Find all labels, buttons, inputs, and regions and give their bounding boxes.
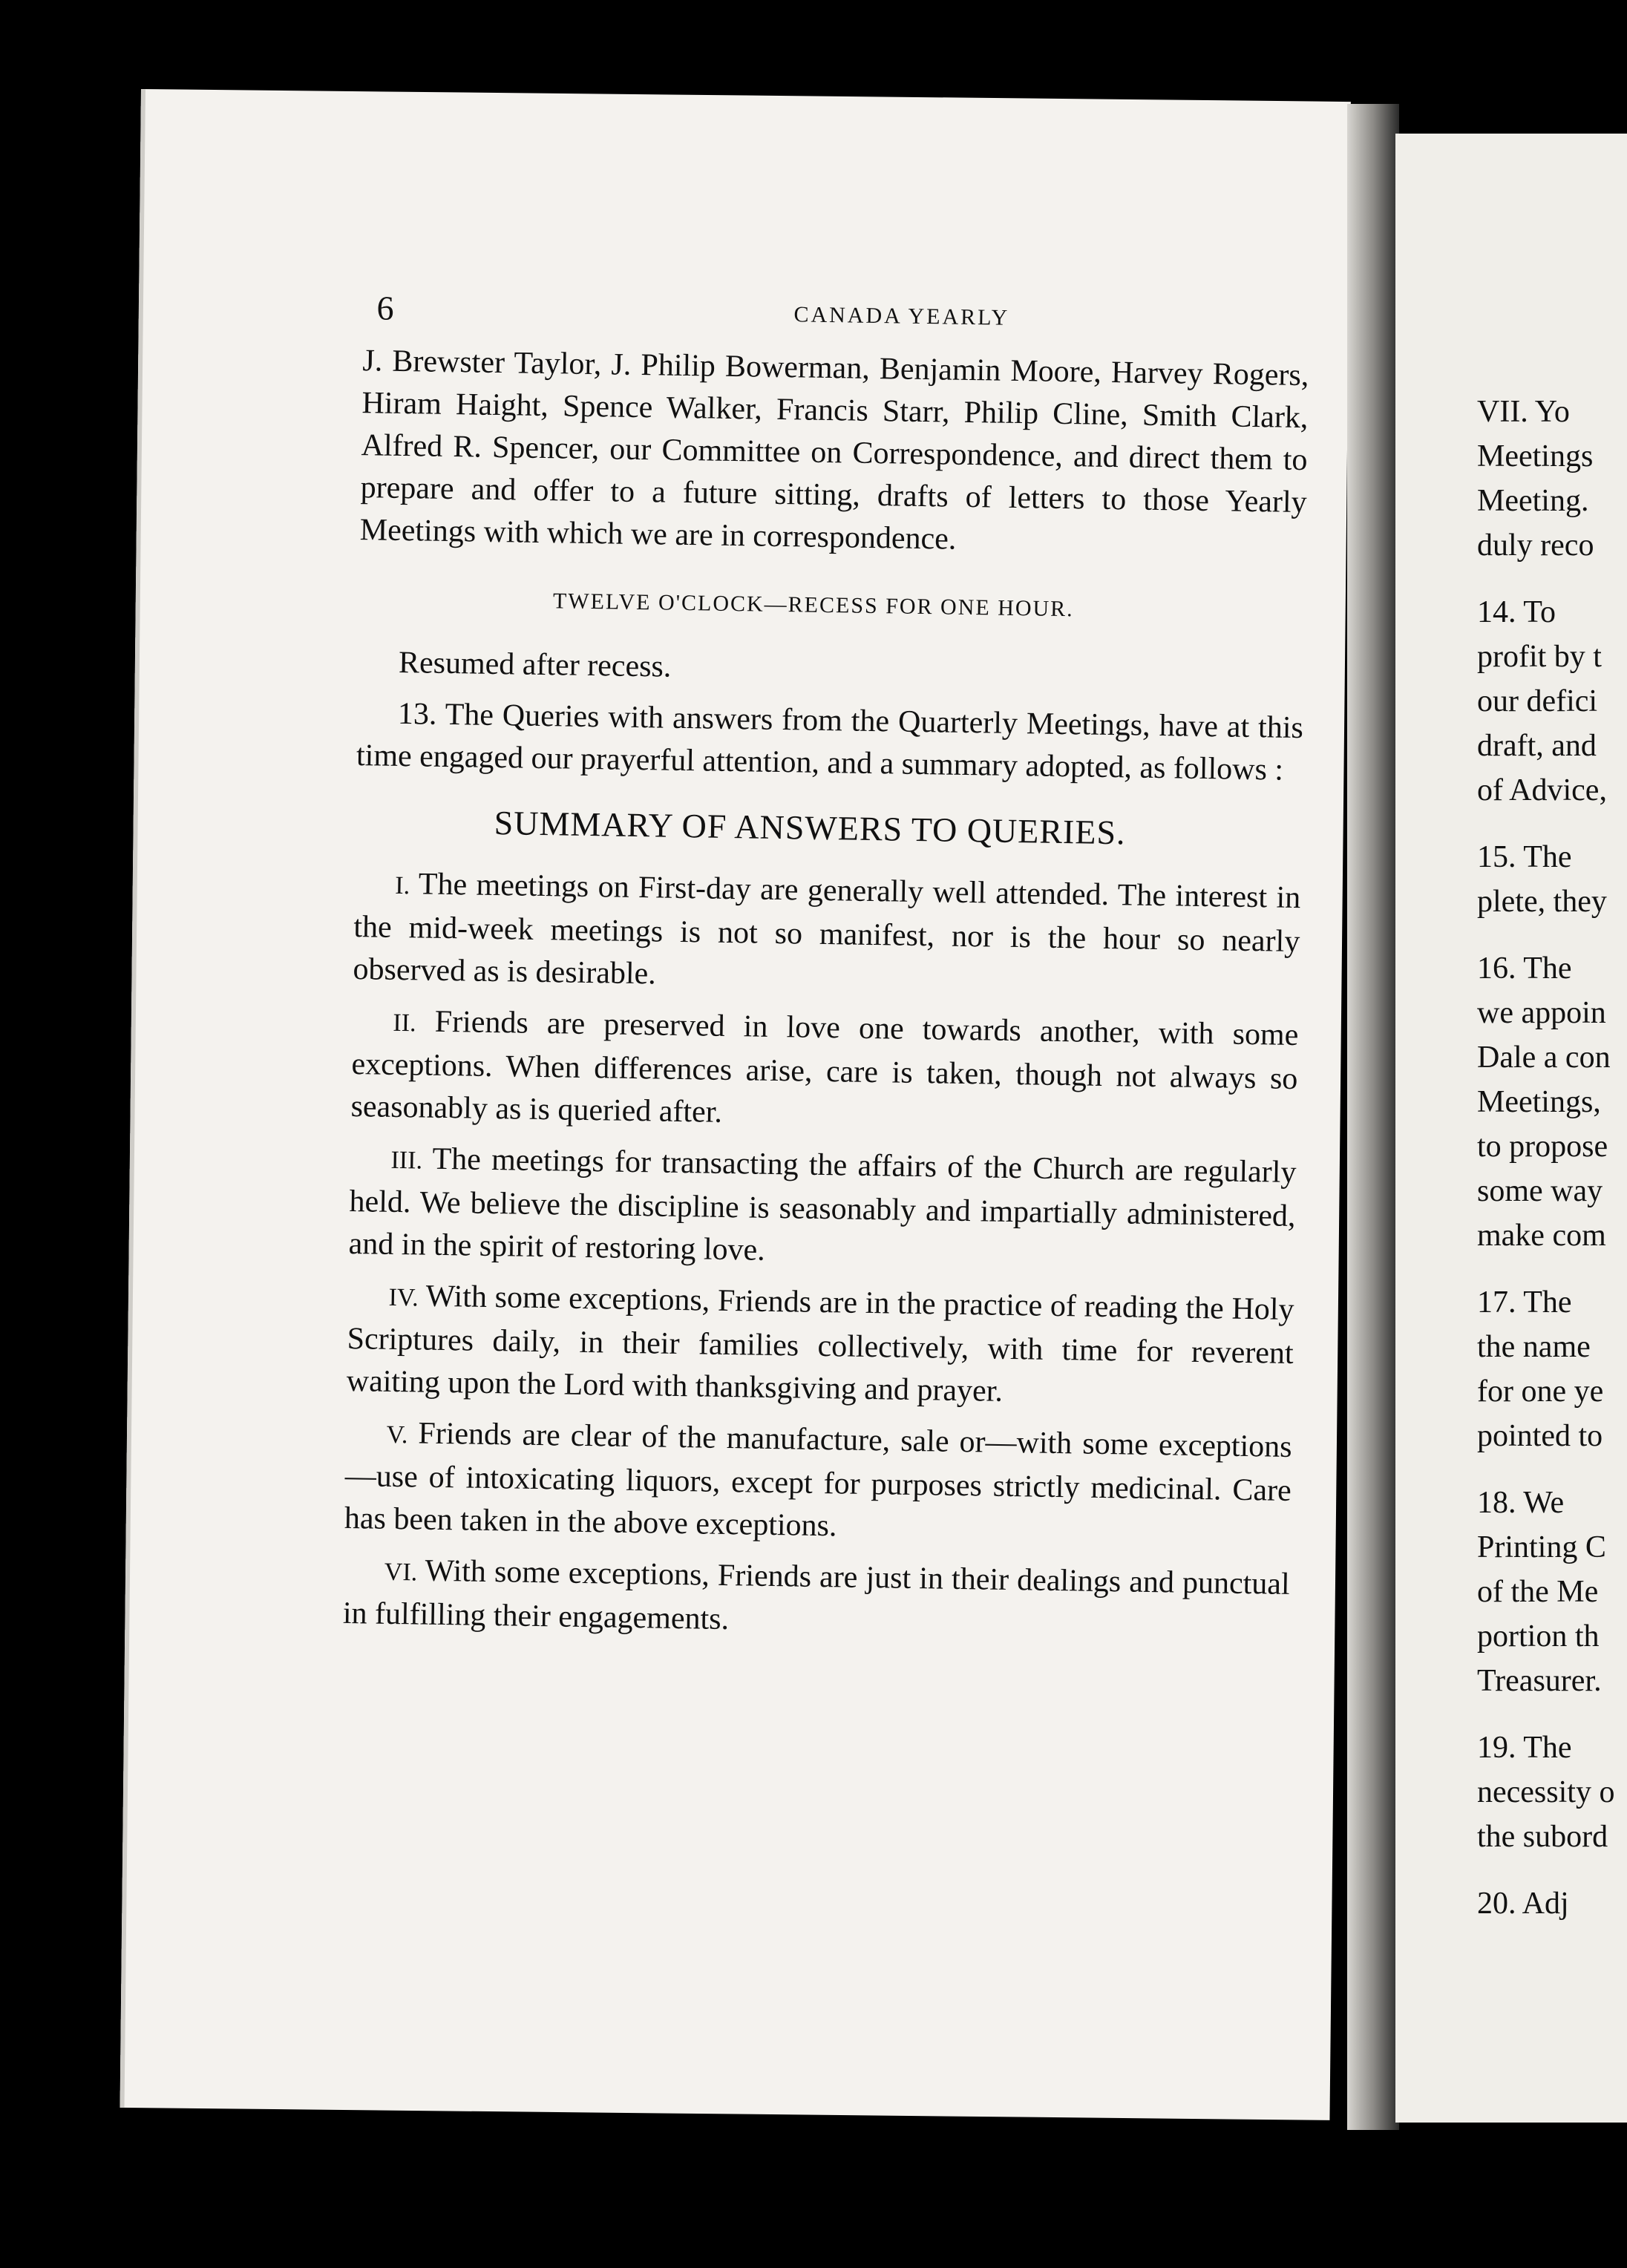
right-page-line: of Advice,: [1477, 773, 1607, 807]
right-page-text: [1477, 390, 1627, 1926]
answer-item: [202, 997, 1299, 1143]
right-page-line: portion th: [1477, 1619, 1600, 1654]
right-page-line: Printing C: [1477, 1530, 1606, 1564]
answer-text: Friends are preserved in love one towards another, with some exceptions. When differences arise, care is taken, though not always so seasonably as is queried after.: [350, 1004, 1299, 1130]
answer-item: [196, 1409, 1293, 1555]
left-page-text: [194, 286, 1309, 1650]
right-page-line: Treasurer.: [1477, 1664, 1602, 1698]
opening-paragraph: J. Brewster Taylor, J. Philip Bowerman, Benjamin Moore, Harvey Rogers, Hiram Haight, Spence Walker, Francis Starr, Philip Cline, Smith Clark, Alfred R. Spencer, our Committee on Correspondence, and direct them to prepare and offer to a future sitting, drafts of letters to those Yearly Meetings with which we are in correspondence.: [359, 344, 1309, 557]
answer-item: [200, 1135, 1297, 1280]
item-13: 13. The Queries with answers from the Quarterly Meetings, have at this time engaged our prayerful attention, and a summary adopted, as follows :: [356, 696, 1304, 787]
right-page-line: VII. Yo: [1477, 395, 1570, 429]
right-page-line: 14. To: [1477, 595, 1556, 629]
right-page-line: [1477, 1258, 1627, 1280]
right-page-line: our defici: [1477, 684, 1598, 718]
right-page-line: plete, they: [1477, 885, 1607, 919]
right-page-line: make com: [1477, 1219, 1606, 1253]
right-page-line: 19. The: [1477, 1731, 1572, 1765]
answer-text: Friends are clear of the manufacture, sale or—with some exceptions—use of intoxicating liquors, except for purposes strictly medicinal. Care has been taken in the above exceptions.: [344, 1416, 1292, 1544]
book-gutter: [1347, 104, 1399, 2130]
answer-text: With some exceptions, Friends are in the practice of reading the Holy Scriptures daily, in their families collectively, with time for reverent waiting upon the Lord with thanksgiving and prayer.: [346, 1279, 1294, 1409]
right-page-line: for one ye: [1477, 1374, 1604, 1409]
answer-numeral: IV.: [388, 1283, 419, 1312]
right-page-line: [1477, 1458, 1627, 1481]
answer-item: [194, 1547, 1290, 1650]
summary-heading: SUMMARY OF ANSWERS TO QUERIES.: [494, 803, 1126, 852]
answer-text: The meetings on First-day are generally well attended. The interest in the mid-week meetings is not so manifest, nor is the hour so nearly observed as is desirable.: [353, 867, 1301, 992]
answer-numeral: I.: [395, 871, 410, 900]
right-page-line: profit by t: [1477, 640, 1602, 674]
answers-list: [194, 860, 1300, 1650]
answer-numeral: VI.: [384, 1558, 418, 1587]
answer-numeral: V.: [386, 1420, 408, 1449]
right-page-line: [1477, 1859, 1627, 1881]
running-head: CANADA YEARLY: [793, 302, 1010, 330]
page-number: 6: [376, 289, 394, 327]
right-page-line: pointed to: [1477, 1419, 1603, 1453]
right-page-line: duly reco: [1477, 528, 1594, 563]
right-page-line: 20. Adj: [1477, 1887, 1569, 1921]
right-page-line: Meeting.: [1477, 484, 1589, 518]
right-page-line: necessity o: [1477, 1775, 1615, 1809]
answer-item: [204, 860, 1301, 1006]
right-page-line: Meetings: [1477, 439, 1594, 473]
answer-numeral: II.: [393, 1009, 416, 1038]
right-page-line: we appoin: [1477, 996, 1606, 1030]
answer-text: The meetings for transacting the affairs of the Church are regularly held. We believe the discipline is seasonably and impartially administered, and in the spirit of restoring love.: [348, 1141, 1297, 1268]
right-page-line: 17. The: [1477, 1285, 1572, 1320]
right-page-line: some way: [1477, 1174, 1603, 1208]
right-page-line: [1477, 924, 1627, 946]
resumed-line: Resumed after recess.: [398, 645, 672, 684]
answer-item: [197, 1272, 1294, 1418]
answer-numeral: III.: [390, 1146, 423, 1175]
right-page-line: [1477, 568, 1627, 590]
right-page-line: the subord: [1477, 1820, 1608, 1854]
answer-text: With some exceptions, Friends are just in their dealings and punctual in fulfilling their engagements.: [342, 1553, 1291, 1637]
right-page-line: to propose: [1477, 1130, 1608, 1164]
right-page-line: 15. The: [1477, 840, 1572, 874]
right-page-line: Meetings,: [1477, 1085, 1601, 1119]
right-page-line: Dale a con: [1477, 1040, 1611, 1075]
right-page-line: 16. The: [1477, 951, 1572, 986]
right-page-line: [1477, 1703, 1627, 1725]
right-page-line: of the Me: [1477, 1575, 1599, 1609]
right-page-line: draft, and: [1477, 729, 1597, 763]
right-page-line: [1477, 813, 1627, 835]
recess-note: TWELVE O'CLOCK—RECESS FOR ONE HOUR.: [552, 589, 1074, 622]
right-page-line: the name: [1477, 1330, 1591, 1364]
right-page-line: 18. We: [1477, 1486, 1565, 1520]
